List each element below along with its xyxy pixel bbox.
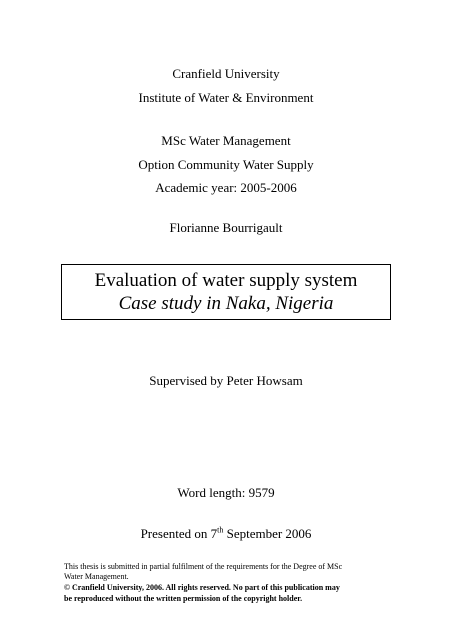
- copyright-line-1: © Cranfield University, 2006. All rights reserved. No part of this publication may: [64, 583, 340, 592]
- word-length: Word length: 9579: [177, 485, 275, 500]
- presentation-date-prefix: Presented on 7: [140, 526, 218, 541]
- thesis-subtitle: Case study in Naka, Nigeria: [118, 293, 334, 314]
- copyright-line-2: be reproduced without the written permission of the copyright holder.: [64, 594, 303, 603]
- submission-note-line-1: This thesis is submitted in partial fulfilment of the requirements for the Degree of MSc: [64, 562, 343, 571]
- university-name: Cranfield University: [172, 66, 280, 81]
- institute-name: Institute of Water & Environment: [138, 90, 314, 105]
- academic-year: Academic year: 2005-2006: [155, 180, 297, 195]
- author-name: Florianne Bourrigault: [169, 220, 283, 235]
- supervisor: Supervised by Peter Howsam: [149, 373, 303, 388]
- programme-name: MSc Water Management: [161, 133, 291, 148]
- presentation-date: [0, 526, 452, 542]
- programme-option: Option Community Water Supply: [138, 157, 314, 172]
- thesis-title-box: [61, 264, 391, 320]
- submission-note-line-2: Water Management.: [64, 572, 129, 581]
- presentation-date-ordinal: th: [217, 525, 224, 535]
- thesis-title: Evaluation of water supply system: [94, 270, 358, 291]
- presentation-date-suffix: September 2006: [223, 526, 312, 541]
